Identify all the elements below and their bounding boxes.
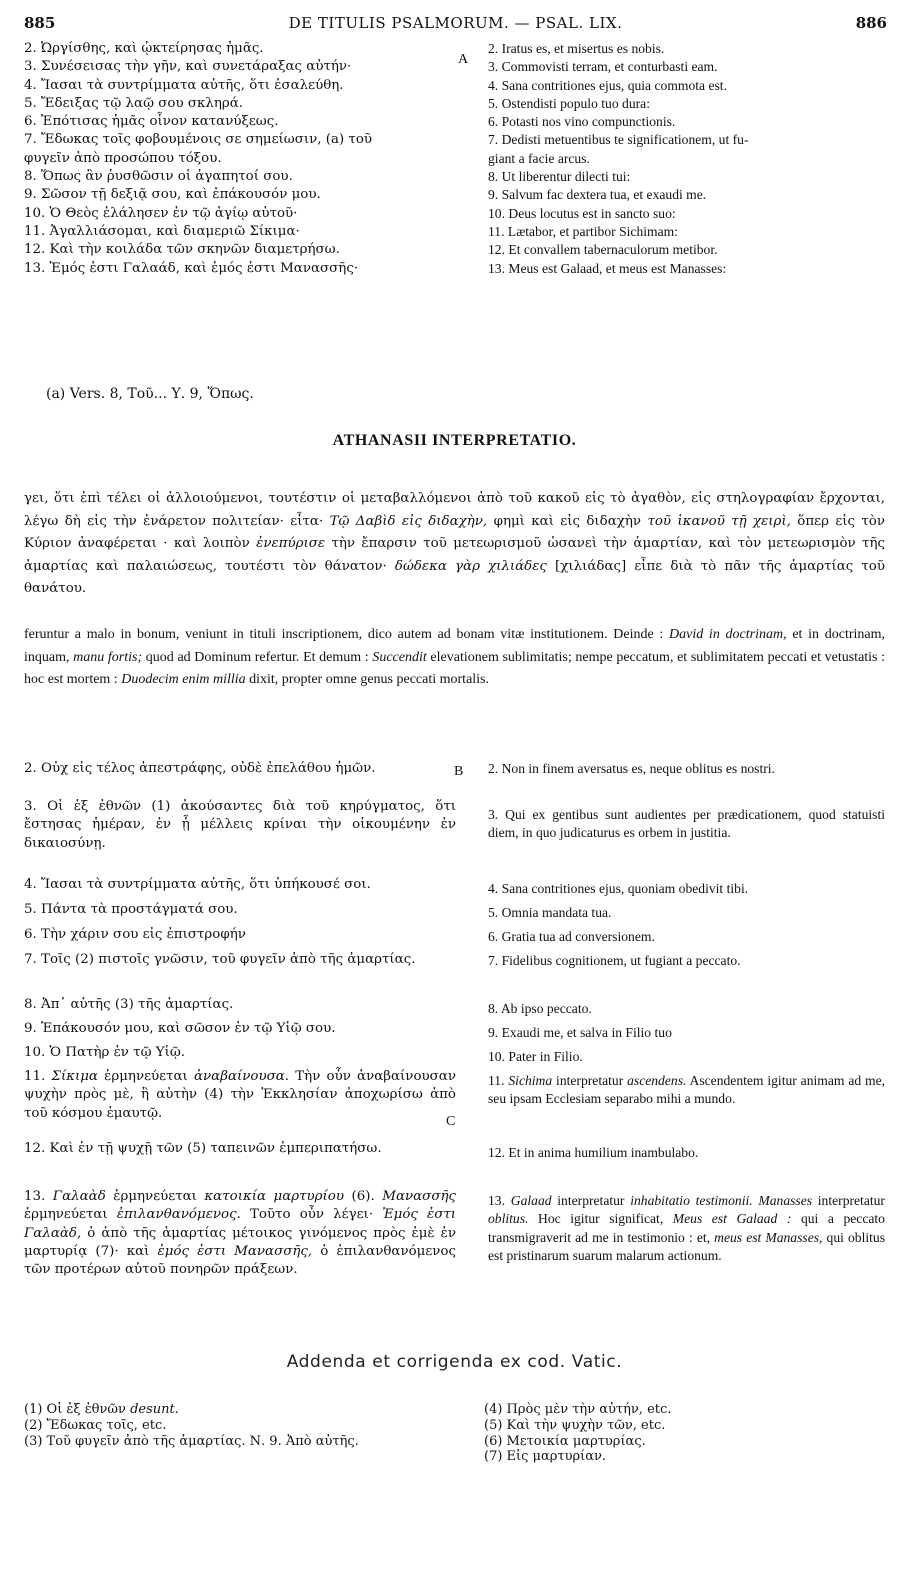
addenda-notes-right [484, 1402, 884, 1465]
italic-phrase: desunt. [130, 1402, 179, 1417]
margin-marker-a: A [458, 52, 469, 67]
latin-verse: 3. Commovisti terram, et conturbasti eam. [488, 59, 718, 75]
latin-verse: 9. Exaudi me, et salva in Filio tuo [488, 1025, 672, 1040]
latin-verse: 5. Ostendisti populo tuo dura: [488, 95, 650, 111]
italic-phrase: Duodecim enim millia [121, 672, 246, 687]
latin-verse: 10. Deus locutus est in sancto suo: [488, 205, 676, 221]
latin-verse: 7. Dedisti metuentibus te significationem, ut fu- [488, 132, 749, 148]
latin-verse: 8. Ut liberentur dilecti tui: [488, 169, 631, 185]
footnote-a: (a) Vers. 8, Τοῦ... Υ. 9, Ὅπως. [46, 386, 254, 402]
running-header [24, 14, 887, 36]
greek-verse: 8. Ἀπ᾽ αὐτῆς (3) τῆς ἁμαρτίας. [24, 997, 234, 1012]
latin-verse: 11. Lætabor, et partibor Sichimam: [488, 223, 678, 239]
italic-phrase: Γαλαὰδ [52, 1189, 106, 1204]
latin-verse: 3. Qui ex gentibus sunt audientes per prædicationem, quod statuisti diem, in quo judicaturus es orbem in justitia. [488, 807, 885, 841]
latin-verse: 2. Non in finem aversatus es, neque oblitus es nostri. [488, 761, 775, 776]
section-title: ATHANASII INTERPRETATIO. [332, 432, 577, 449]
latin-verse: 12. Et in anima humilium inambulabo. [488, 1145, 699, 1160]
italic-phrase: ἐπιλανθανόμενος. [116, 1207, 241, 1223]
italic-phrase: Σίκιμα [51, 1069, 98, 1084]
page-number-right: 886 [855, 14, 887, 32]
italic-phrase: Τῷ Δαβὶδ εἰς διδαχὴν, [329, 513, 488, 529]
running-title: DE TITULIS PSALMORUM. — PSAL. LIX. [288, 14, 623, 32]
italic-phrase: Ἐμός ἐστι Γαλαὰδ, [24, 1207, 457, 1241]
greek-verse: 9. Σῶσον τῇ δεξιᾷ σου, καὶ ἐπάκουσόν μου. [24, 187, 321, 203]
greek-verse: φυγεῖν ἀπὸ προσώπου τόξου. [24, 150, 222, 166]
greek-verse: 7. Ἔδωκας τοῖς φοβουμένοις σε σημείωσιν, (a) τοῦ [24, 132, 373, 148]
italic-phrase: ascendens. [627, 1073, 687, 1088]
italic-phrase: Succendit [372, 649, 427, 665]
italic-phrase: δώδεκα γὰρ χιλιάδες [394, 558, 547, 574]
latin-verse: 10. Pater in Filio. [488, 1049, 583, 1064]
greek-verse: 8. Ὅπως ἂν ῥυσθῶσιν οἱ ἀγαπητοί σου. [24, 169, 293, 185]
addenda-note: (4) Πρὸς μὲν τὴν αὐτήν, etc. [484, 1402, 672, 1417]
addenda-note: (2) Ἔδωκας τοῖς, etc. [24, 1417, 167, 1433]
addenda-note: (5) Καὶ τὴν ψυχὴν τῶν, etc. [484, 1417, 666, 1433]
latin-verse: 13. Meus est Galaad, et meus est Manasses: [488, 260, 727, 276]
italic-phrase: ἀναβαίνουσα. [194, 1069, 290, 1084]
greek-verse: 3. Οἱ ἐξ ἐθνῶν (1) ἀκούσαντες διὰ τοῦ κηρύγματος, ὅτι ἔστησας ἡμέραν, ἐν ᾗ μέλλεις κρίναι τὴν οἰκουμένην ἐν δικαιοσύνῃ. [24, 799, 456, 851]
latin-verse: 13. Galaad interpretatur inhabitatio testimonii. Manasses interpretatur oblitus. Hoc igitur significat, Meus est Galaad : qui a peccato transmigraverit ad me in testimonio : et, meus est Manasses, qui oblitus est pristinarum suarum malarum actionum. [488, 1193, 886, 1263]
latin-verse: 6. Potasti nos vino compunctionis. [488, 114, 676, 130]
greek-verse: 13. Γαλαὰδ ἑρμηνεύεται κατοικία μαρτυρίου (6). Μανασσῆς ἑρμηνεύεται ἐπιλανθανόμενος. Τοῦτο οὖν λέγει· Ἐμός ἐστι Γαλαὰδ, ὁ ἀπὸ τῆς ἁμαρτίας μέτοικος γινόμενος πρὸς ἐμὲ ἐν μαρτυρίᾳ (7)· καὶ ἐμός ἐστι Μανασσῆς, ὁ ἐπιλανθανόμενος τῶν προτέρων αὐτοῦ πονηρῶν πράξεων. [24, 1189, 457, 1278]
interpretation-latin-paragraph: feruntur a malo in bonum, veniunt in tituli inscriptionem, dico autem ad bonam vitæ institutionem. Deinde : David in doctrinam, et in doctrinam, inquam, manu fortis; quod ad Dominum refertur. Et demum : Succendit elevationem sublimitatis; nempe peccatum, et sublimitatem peccati et vetustatis : hoc est mortem : Duodecim enim millia dixit, propter omne genus peccati mortalis. [24, 627, 886, 687]
latin-verse: giant a facie arcus. [488, 150, 590, 166]
greek-verse: 10. Ὁ Πατὴρ ἐν τῷ Υἱῷ. [24, 1045, 186, 1060]
latin-verse: 9. Salvum fac dextera tua, et exaudi me. [488, 187, 707, 203]
italic-phrase: manu fortis; [73, 649, 143, 665]
latin-verse: 7. Fidelibus cognitionem, ut fugiant a peccato. [488, 953, 741, 968]
greek-verse: 4. Ἴασαι τὰ συντρίμματα αὐτῆς, ὅτι ὑπήκουσέ σοι. [24, 877, 371, 892]
italic-phrase: ἐνεπύρισε [256, 536, 326, 551]
italic-phrase: κατοικία μαρτυρίου [204, 1189, 345, 1204]
greek-verse: 2. Οὐχ εἰς τέλος ἀπεστράφης, οὐδὲ ἐπελάθου ἡμῶν. [24, 761, 376, 776]
greek-verse: 10. Ὁ Θεὸς ἐλάλησεν ἐν τῷ ἁγίῳ αὐτοῦ· [24, 205, 298, 221]
addenda-note: (3) Τοῦ φυγεῖν ἀπὸ τῆς ἁμαρτίας. Ν. 9. Ἀπὸ αὐτῆς. [24, 1433, 359, 1449]
greek-verse: 2. Ὠργίσθης, καὶ ᾠκτείρησας ἡμᾶς. [24, 41, 264, 56]
greek-verse: 9. Ἐπάκουσόν μου, καὶ σῶσον ἐν τῷ Υἱῷ σου. [24, 1021, 336, 1036]
latin-psalm-column [488, 40, 885, 278]
italic-phrase: meus est Manasses, [714, 1229, 823, 1245]
greek-verse: 3. Συνέσεισας τὴν γῆν, καὶ συνετάραξας αὐτήν· [24, 59, 352, 75]
italic-phrase: Sichima [508, 1073, 553, 1088]
margin-marker-c: C [446, 1114, 456, 1129]
page-number-left: 885 [24, 14, 56, 32]
greek-verse: 6. Ἐπότισας ἡμᾶς οἶνον κατανύξεως. [24, 114, 279, 130]
latin-verse: 11. Sichima interpretatur ascendens. Ascendentem igitur animam ad me, seu ipsam Ecclesiam separabo mihi a mundo. [488, 1073, 886, 1107]
greek-verse: 5. Ἔδειξας τῷ λαῷ σου σκληρά. [24, 95, 244, 111]
greek-verse: 11. Σίκιμα ἑρμηνεύεται ἀναβαίνουσα. Τὴν οὖν ἀναβαίνουσαν ψυχὴν πρὸς μὲ, ἢ αὐτὴν (4) τὴν Ἐκκλησίαν ἀποχωρίσω ἀπὸ τοῦ κόσμου ἐμαυτῷ. [24, 1069, 456, 1121]
greek-verse: 4. Ἴασαι τὰ συντρίμματα αὐτῆς, ὅτι ἐσαλεύθη. [24, 77, 344, 93]
greek-verse: 12. Καὶ τὴν κοιλάδα τῶν σκηνῶν διαμετρήσω. [24, 242, 340, 258]
italic-phrase: Galaad [510, 1193, 552, 1208]
italic-phrase: ἐμός ἐστι Μανασσῆς, [157, 1243, 313, 1259]
latin-verse: 5. Omnia mandata tua. [488, 905, 612, 920]
addenda-note: (7) Εἰς μαρτυρίαν. [484, 1449, 607, 1465]
italic-phrase: David in doctrinam, [669, 627, 787, 642]
italic-phrase: Μανασσῆς [382, 1189, 456, 1204]
latin-verse: 12. Et convallem tabernaculorum metibor. [488, 242, 718, 258]
italic-phrase: Manasses [758, 1193, 813, 1208]
latin-verse: 8. Ab ipso peccato. [488, 1001, 592, 1016]
latin-verse: 2. Iratus es, et misertus es nobis. [488, 41, 665, 56]
greek-verse: 12. Καὶ ἐν τῇ ψυχῇ τῶν (5) ταπεινῶν ἐμπεριπατήσω. [24, 1141, 382, 1156]
greek-psalm-column [24, 40, 456, 278]
addenda-note: (6) Μετοικία μαρτυρίας. [484, 1433, 646, 1449]
interpretation-greek-paragraph: γει, ὅτι ἐπὶ τέλει οἱ ἀλλοιούμενοι, τουτέστιν οἱ μεταβαλλόμενοι ἀπὸ τοῦ κακοῦ εἰς τὸ ἀγαθὸν, εἰς στηλογραφίαν ἔρχονται, λέγω δὴ εἰς τὴν ἐνάρετον πολιτείαν· εἶτα· Τῷ Δαβὶδ εἰς διδαχὴν, φημὶ καὶ εἰς διδαχὴν τοῦ ἱκανοῦ τῇ χειρὶ, ὅπερ εἰς τὸν Κύριον ἀναφέρεται · καὶ λοιπὸν ἐνεπύρισε τὴν ἔπαρσιν τοῦ μετεωρισμοῦ ὡσανεὶ τὴν ἁμαρτίαν, καὶ τὸν μετεωρισμὸν τῆς ἁμαρτίας καὶ παλαιώσεως, τουτέστι τὸν θάνατον· δώδεκα γὰρ χιλιάδες [χιλιάδας] εἶπε διὰ τὸ πᾶν τῆς ἁμαρτίας τοῦ θανάτου. [24, 491, 885, 596]
greek-verse: 6. Τὴν χάριν σου εἰς ἐπιστροφήν [24, 927, 246, 942]
latin-verse: 4. Sana contritiones ejus, quia commota est. [488, 77, 727, 93]
margin-marker-b: B [454, 764, 464, 779]
greek-verse: 13. Ἐμός ἐστι Γαλαάδ, καὶ ἐμός ἐστι Μανασσῆς· [24, 260, 359, 276]
italic-phrase: oblitus. [488, 1211, 529, 1227]
addenda-title: Addenda et corrigenda ex cod. Vatic. [286, 1352, 623, 1372]
addenda-note: (1) Οἱ ἐξ ἐθνῶν desunt. [24, 1402, 179, 1417]
greek-verse: 11. Ἀγαλλιάσομαι, καὶ διαμεριῶ Σίκιμα· [24, 223, 300, 239]
italic-phrase: inhabitatio testimonii. [630, 1193, 753, 1208]
latin-verse: 4. Sana contritiones ejus, quoniam obedivit tibi. [488, 881, 749, 896]
italic-phrase: τοῦ ἱκανοῦ τῇ χειρὶ, [647, 513, 791, 529]
latin-verse: 6. Gratia tua ad conversionem. [488, 929, 655, 944]
greek-verse: 7. Τοῖς (2) πιστοῖς γνῶσιν, τοῦ φυγεῖν ἀπὸ τῆς ἁμαρτίας. [24, 952, 416, 967]
greek-verse: 5. Πάντα τὰ προστάγματά σου. [24, 902, 238, 917]
italic-phrase: Meus est Galaad : [672, 1211, 792, 1227]
addenda-notes-left [24, 1402, 444, 1449]
